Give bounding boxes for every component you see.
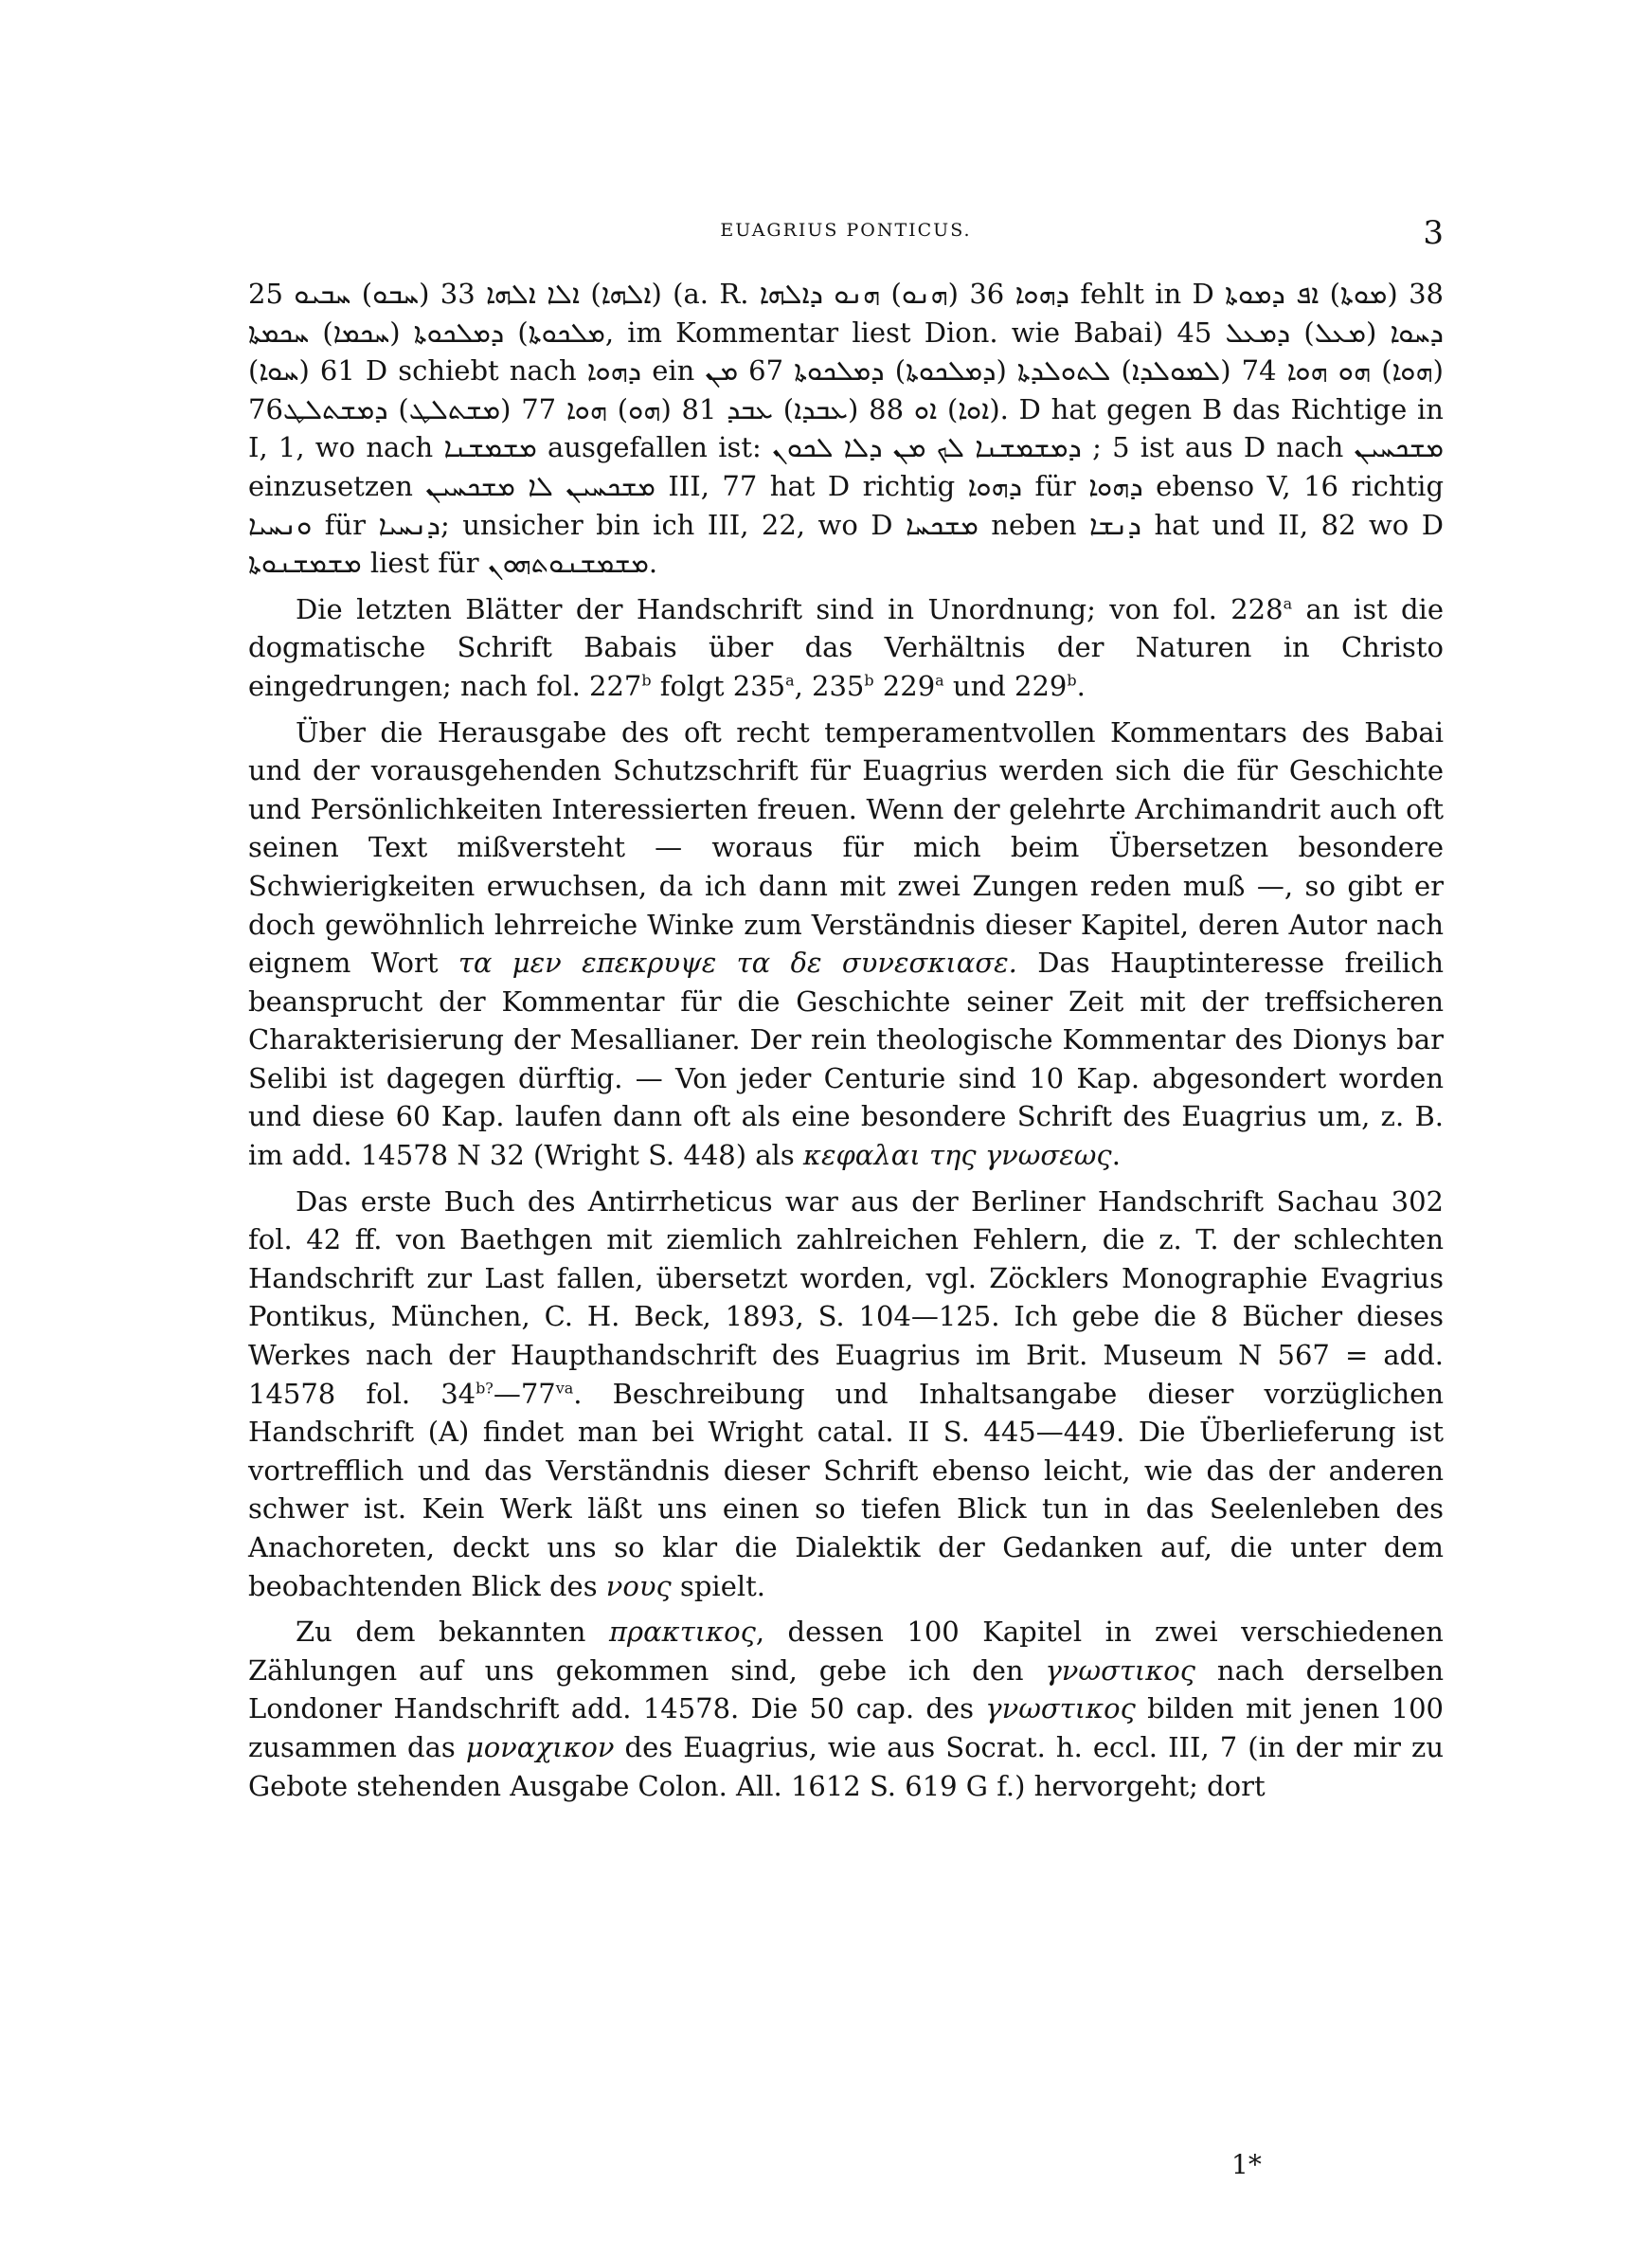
running-title: EUAGRIUS PONTICUS. [720, 220, 972, 241]
syriac-word: ܕܚܘܐ [1390, 316, 1444, 349]
syriac-word: ܐܠܗܐ [601, 278, 652, 310]
syriac-word: ܠܬܘܠܕܬܐ [1016, 354, 1111, 388]
syriac-word: ܕܢܫܐ [1089, 508, 1141, 541]
syriac-word: ܕܡܠܟܘܬܐ [413, 316, 505, 349]
syriac-word: ܗܢܘ [901, 278, 948, 310]
syriac-word: ܗܘ [628, 392, 661, 425]
page-header [248, 214, 1444, 252]
greek-title: κεφαλαι της γνωσεως [802, 1139, 1112, 1172]
syriac-word: ܥܒܕܐ [794, 392, 849, 425]
syriac-word: ܡܫܡܫܢܘܬܗܘܢ [487, 547, 649, 580]
syriac-word: ܐܘܐ [958, 392, 990, 425]
paragraph-babai-commentary: Über die Herausgabe des oft recht temperamentvollen Kommentars des Babai und der vorausgehenden Schutzschrift für Euagrius werden sich die für Geschichte und Persönlichkeiten Interessierten freuen. Wenn der gelehrte Archimandrit auch oft seinen Text mißversteht — woraus für mich beim Übersetzen besondere Schwierigkeiten erwuchsen, da ich dann mit zwei Zungen reden muß —, so gibt er doch gewöhnlich lehrreiche Winke zum Verständnis dieser Kapitel, deren Autor nach eignem Wort τα μεν επεκρυψε τα δε συνεσκιασε. Das Hauptinteresse freilich beansprucht der Kommentar für die Geschichte seiner Zeit mit der treffsicheren Charakterisierung der Mesallianer. Der rein theologische Kommentar des Dionys bar Selibi ist dagegen dürftig. — Von jeder Centurie sind 10 Kap. abgesondert worden und diese 60 Kap. laufen dann oft als eine besondere Schrift des Euagrius um, z. B. im add. 14578 N 32 (Wright S. 448) als κεφαλαι της γνωσεως. [248, 715, 1444, 1172]
syriac-word: ܕܗܘܐ [967, 469, 1023, 502]
paragraph-manuscript-order: Die letzten Blätter der Handschrift sind in Unordnung; von fol. 228$^a$ an ist die dogmatische Schrift Babais über das Verhältnis der Naturen in Christo eingedrungen; nach fol. 227$^b$ folgt 235$^a$, 235$^b$ 229$^a$ und 229$^b$. [248, 592, 1444, 702]
syriac-word: ܕܗܘܐ [586, 354, 642, 388]
greek-word: πρακτικος [608, 1616, 756, 1649]
syriac-word: ܥܒܕ [727, 392, 773, 425]
greek-word: νους [605, 1569, 672, 1602]
greek-quote: τα μεν επεκρυψε τα δε συνεσκιασε. [458, 947, 1017, 980]
syriac-word: ܐܦ ܕܡܘܬܐ [1225, 278, 1320, 310]
syriac-word: ܚܟܡܐ [332, 316, 390, 349]
syriac-word: ܐܠܐ ܐܠܗܐ [486, 278, 580, 310]
syriac-word: ܘܢܚܝܐ [248, 508, 313, 541]
syriac-word: ܗܘܐ [1392, 354, 1433, 388]
syriac-word: ܡܫܟܚܝܢ [1354, 431, 1444, 464]
syriac-word: ܗܢܘ ܕܐܠܗܐ [759, 278, 881, 310]
syriac-phrase: ܡܫܟܚܝܢ ܠܐ ܡܫܟܚܝܢ [425, 469, 655, 502]
syriac-word: ܕܡܫܬܠܛ [282, 392, 388, 425]
syriac-word: ܕܢܚܝܐ [378, 508, 440, 541]
signature-mark: 1* [1231, 2149, 1262, 2180]
page-number: 3 [1423, 214, 1444, 252]
greek-word: γνωστικος [985, 1692, 1136, 1725]
syriac-word: ܡܘܬܐ [1340, 278, 1388, 310]
textual-notes: 25 ܚܒܝܘ (ܚܒܘ) 33 ܐܠܐ ܐܠܗܐ (ܐܠܗܐ) (a. R. ܗܢܘ ܕܐܠܗܐ (ܗܢܘ) 36 ܕܗܘܐ fehlt in D ܐܦ ܕܡܘܬܐ (ܡܘܬܐ) 38 ܚܟܡܬܐ (ܚܟܡܐ) ܕܡܠܟܘܬܐ (ܡܠܟܘܬܐ, im Kommentar liest Dion. wie Babai) 45 ܕܡܥܠ (ܡܥܠ) ܕܚܘܐ (ܚܘܐ) 61 D schiebt nach ܕܗܘܐ ein ܡܢ 67 ܕܡܠܟܘܬܐ (ܕܡܠܟܘܬܐ) ܠܬܘܠܕܬܐ (ܠܡܘܠܕܐ) 74 ܗܘ ܗܘܐ (ܗܘܐ) 76ܕܡܫܬܠܛ (ܡܫܬܠܛ) 77 ܗܘܐ (ܗܘ) 81 ܥܒܕ (ܥܒܕܐ) 88 ܐܘ (ܐܘܐ). D hat gegen B das Richtige in I, 1, wo nach ܡܫܡܫܢܐ ausgefallen ist: ܕܡܫܡܫܢܐ ܠܟ ܡܢ ܕܠܐ ܠܟܘܢ ; 5 ist aus D nach ܡܫܟܚܝܢ einzusetzen ܡܫܟܚܝܢ ܠܐ ܡܫܟܚܝܢ III, 77 hat D richtig ܕܗܘܐ für ܕܗܘܐ ebenso V, 16 richtig ܘܢܚܝܐ für ܕܢܚܝܐ; unsicher bin ich III, 22, wo D ܡܫܟܚܐ neben ܕܢܫܐ hat und II, 82 wo D ܡܫܡܫܢܘܬܐ liest für ܡܫܡܫܢܘܬܗܘܢ. [248, 278, 1445, 580]
syriac-phrase: ܕܡܫܡܫܢܐ ܠܟ ܡܢ ܕܠܐ ܠܟܘܢ [772, 431, 1082, 464]
syriac-word: ܡܫܡܫܢܐ [443, 431, 537, 464]
syriac-word: ܚܟܡܬܐ [248, 316, 310, 349]
syriac-word: ܗܘ ܗܘܐ [1286, 354, 1372, 388]
syriac-word: ܡܫܟܚܐ [906, 508, 979, 541]
paragraph-gnostikos: Zu dem bekannten πρακτικος, dessen 100 Kapitel in zwei verschiedenen Zählungen auf uns gekommen sind, gebe ich den γνωστικος nach derselben Londoner Handschrift add. 14578. Die 50 cap. des γνωστικος bilden mit jenen 100 zusammen das μοναχικον des Euagrius, wie aus Socrat. h. eccl. III, 7 (in der mir zu Gebote stehenden Ausgabe Colon. All. 1612 S. 619 G f.) hervorgeht; dort [248, 1616, 1445, 1802]
greek-word: γνωστικος [1045, 1653, 1196, 1687]
syriac-word: ܚܘܐ [259, 354, 299, 388]
paragraph-antirrheticus: Das erste Buch des Antirrheticus war aus der Berliner Handschrift Sachau 302 fol. 42 ff. von Baethgen mit ziemlich zahlreichen Fehlern, die z. T. der schlechten Handschrift zur Last fallen, übersetzt worden, vgl. Zöcklers Monographie Evagrius Pontikus, München, C. H. Beck, 1893, S. 104—125. Ich gebe die 8 Bücher dieses Werkes nach der Haupthandschrift des Euagrius im Brit. Museum N 567 = add. 14578 fol. $34^{b?}—77^{va}$. Beschreibung und Inhaltsangabe dieser vorzüglichen Handschrift (A) findet man bei Wright catal. II S. 445—449. Die Überlieferung ist vortrefflich und das Verständnis dieser Schrift ebenso leicht, wie das der anderen schwer ist. Kein Werk läßt uns einen so tiefen Blick tun in das Seelenleben des Anachoreten, deckt uns so klar die Dialektik der Gedanken auf, die unter dem beobachtenden Blick des νους spielt. [248, 1184, 1445, 1602]
page-body [248, 275, 1444, 1813]
syriac-word: ܗܘܐ [566, 392, 607, 425]
syriac-word: ܕܡܠܟܘܬܐ [906, 354, 997, 388]
syriac-word: ܡܠܟܘܬܐ [528, 316, 605, 349]
syriac-word: ܕܗܘܐ [1015, 278, 1069, 310]
syriac-word: ܚܒܝܘ [294, 278, 351, 310]
syriac-word: ܕܡܥܠ [1225, 316, 1291, 349]
syriac-word: ܠܡܘܠܕܐ [1131, 354, 1221, 388]
syriac-word: ܡܫܬܠܛ [408, 392, 501, 425]
syriac-word: ܡܫܡܫܢܘܬܐ [248, 547, 362, 580]
syriac-word: ܐܘ [913, 392, 938, 425]
syriac-word: ܚܒܘ [372, 278, 420, 310]
greek-word: μοναχικον [465, 1730, 615, 1763]
syriac-word: ܕܡܠܟܘܬܐ [794, 354, 885, 388]
syriac-word: ܕܗܘܐ [1088, 469, 1143, 502]
syriac-word: ܡܢ [705, 354, 739, 388]
syriac-word: ܡܥܠ [1314, 316, 1367, 349]
